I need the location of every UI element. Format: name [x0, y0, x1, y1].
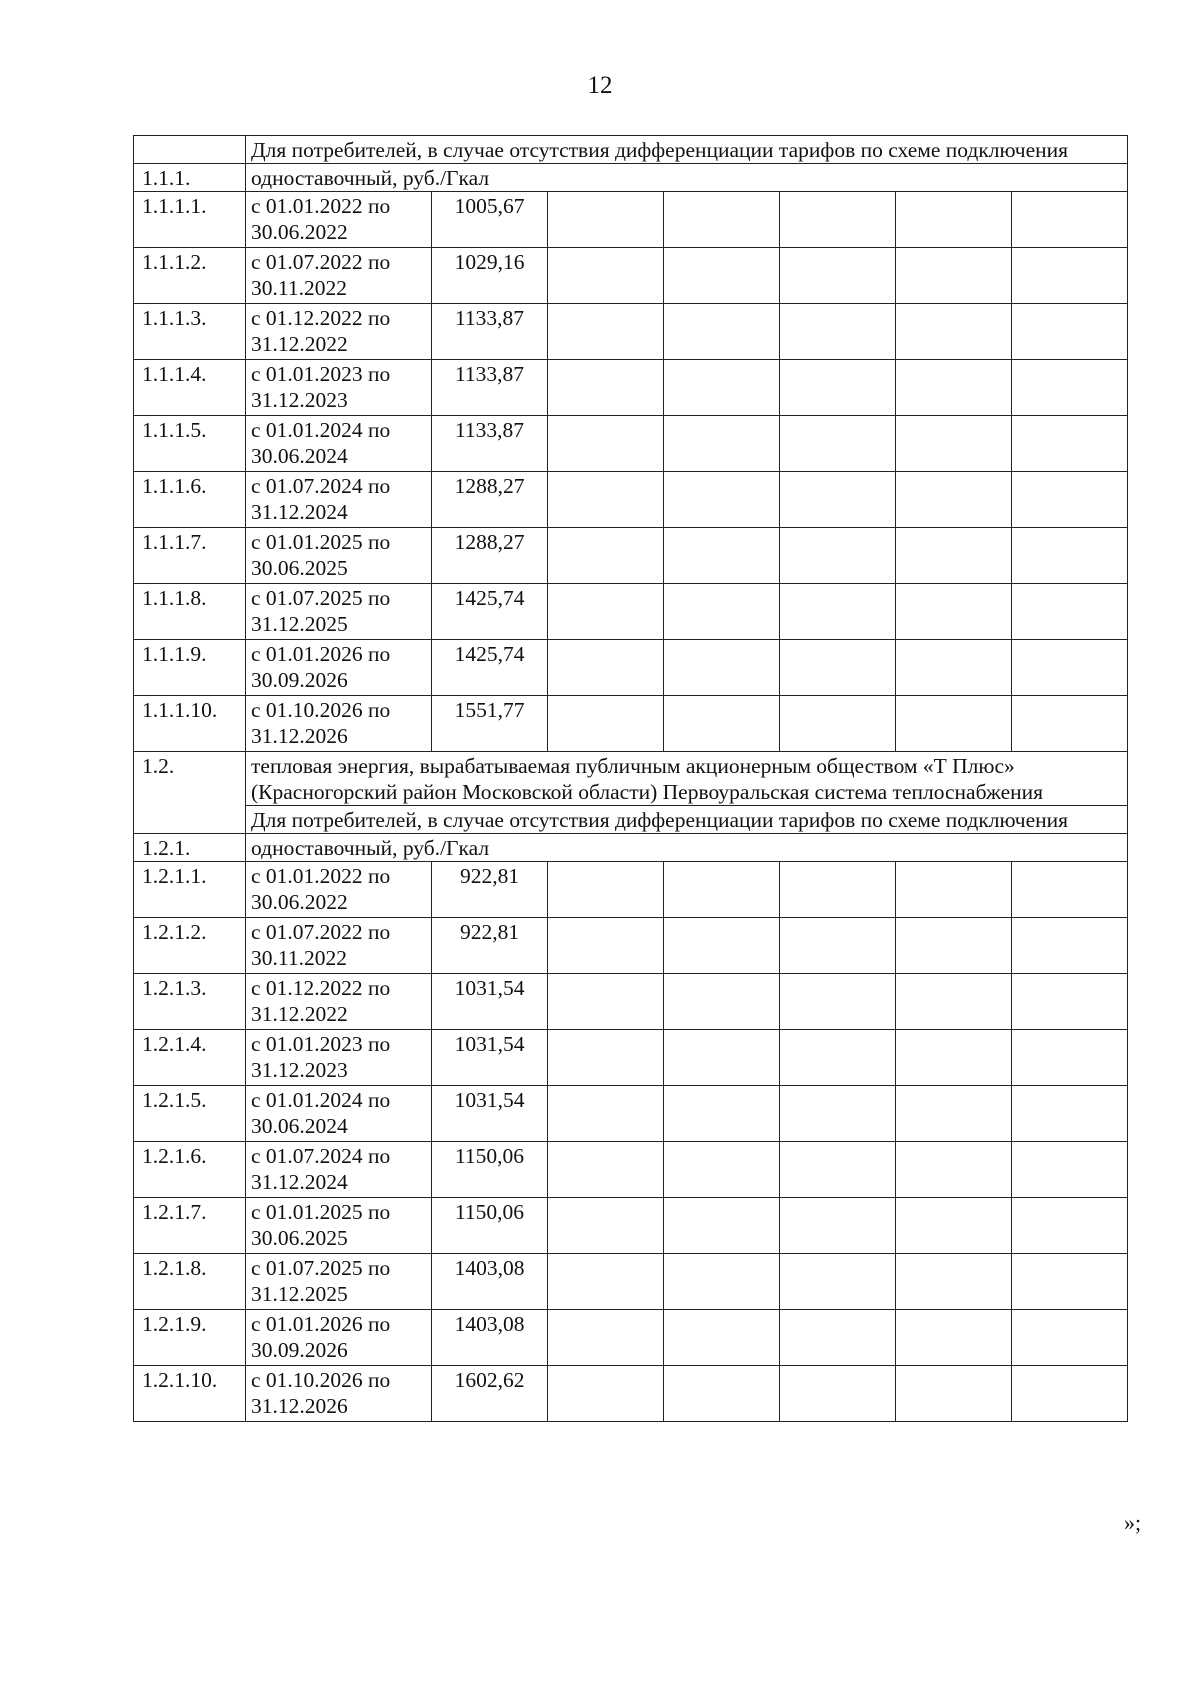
period-cell: с 01.01.2025 по 30.06.2025 — [246, 528, 432, 584]
empty-cell — [664, 1142, 780, 1198]
section-number-cell: 1.2. — [134, 752, 246, 834]
table-row — [134, 1198, 1128, 1254]
tariff-value-cell: 1425,74 — [432, 584, 548, 640]
row-number-cell: 1.2.1.4. — [134, 1030, 246, 1086]
empty-cell — [896, 1366, 1012, 1422]
empty-cell — [664, 416, 780, 472]
empty-cell — [548, 528, 664, 584]
empty-cell — [664, 862, 780, 918]
empty-cell — [780, 974, 896, 1030]
tariff-value-cell: 1031,54 — [432, 1030, 548, 1086]
period-cell: с 01.01.2022 по 30.06.2022 — [246, 192, 432, 248]
row-number-cell: 1.1.1.8. — [134, 584, 246, 640]
empty-cell — [896, 248, 1012, 304]
row-number-cell: 1.2.1.7. — [134, 1198, 246, 1254]
empty-cell — [1012, 696, 1128, 752]
empty-cell — [548, 1366, 664, 1422]
empty-cell — [548, 974, 664, 1030]
period-cell: с 01.01.2022 по 30.06.2022 — [246, 862, 432, 918]
empty-cell — [548, 1198, 664, 1254]
empty-cell — [1012, 584, 1128, 640]
period-cell: с 01.01.2024 по 30.06.2024 — [246, 1086, 432, 1142]
empty-cell — [780, 1366, 896, 1422]
empty-cell — [664, 1198, 780, 1254]
period-cell: с 01.12.2022 по 31.12.2022 — [246, 304, 432, 360]
subsection-number-cell: 1.2.1. — [134, 834, 246, 862]
empty-cell — [1012, 1254, 1128, 1310]
tariff-table — [133, 135, 1128, 1422]
table-row — [134, 696, 1128, 752]
tariff-value-cell: 1150,06 — [432, 1142, 548, 1198]
consumer-note-row — [134, 136, 1128, 164]
table-row — [134, 918, 1128, 974]
empty-cell — [780, 472, 896, 528]
empty-cell — [1012, 1366, 1128, 1422]
empty-cell — [896, 1030, 1012, 1086]
period-cell: с 01.10.2026 по 31.12.2026 — [246, 1366, 432, 1422]
empty-cell — [780, 416, 896, 472]
empty-cell — [664, 472, 780, 528]
empty-cell — [1012, 248, 1128, 304]
row-number-cell: 1.1.1.7. — [134, 528, 246, 584]
empty-cell — [1012, 918, 1128, 974]
tariff-value-cell: 1551,77 — [432, 696, 548, 752]
table-row — [134, 1310, 1128, 1366]
subsection-number-cell: 1.1.1. — [134, 164, 246, 192]
row-number-cell: 1.2.1.3. — [134, 974, 246, 1030]
subsection-title-cell: одноставочный, руб./Гкал — [246, 834, 1128, 862]
subsection-title-cell: одноставочный, руб./Гкал — [246, 164, 1128, 192]
period-cell: с 01.01.2025 по 30.06.2025 — [246, 1198, 432, 1254]
empty-cell — [1012, 1030, 1128, 1086]
empty-cell — [548, 1086, 664, 1142]
empty-cell — [1012, 1086, 1128, 1142]
tariff-value-cell: 1150,06 — [432, 1198, 548, 1254]
period-cell: с 01.07.2022 по 30.11.2022 — [246, 248, 432, 304]
period-cell: с 01.01.2023 по 31.12.2023 — [246, 360, 432, 416]
tariff-value-cell: 1031,54 — [432, 974, 548, 1030]
table-row — [134, 1142, 1128, 1198]
empty-cell — [896, 1142, 1012, 1198]
consumer-note-cell: Для потребителей, в случае отсутствия дифференциации тарифов по схеме подключения — [246, 136, 1128, 164]
empty-cell — [664, 974, 780, 1030]
row-number-cell: 1.1.1.10. — [134, 696, 246, 752]
empty-cell — [896, 1254, 1012, 1310]
empty-cell — [780, 862, 896, 918]
row-number-cell: 1.2.1.2. — [134, 918, 246, 974]
tariff-value-cell: 1288,27 — [432, 528, 548, 584]
empty-number-cell — [134, 136, 246, 164]
empty-cell — [664, 248, 780, 304]
empty-cell — [896, 192, 1012, 248]
empty-cell — [548, 696, 664, 752]
empty-cell — [896, 918, 1012, 974]
table-row — [134, 1030, 1128, 1086]
period-cell: с 01.01.2026 по 30.09.2026 — [246, 640, 432, 696]
period-cell: с 01.01.2023 по 31.12.2023 — [246, 1030, 432, 1086]
period-cell: с 01.01.2024 по 30.06.2024 — [246, 416, 432, 472]
tariff-value-cell: 1288,27 — [432, 472, 548, 528]
tariff-value-cell: 1029,16 — [432, 248, 548, 304]
empty-cell — [780, 696, 896, 752]
empty-cell — [780, 1254, 896, 1310]
empty-cell — [896, 416, 1012, 472]
tariff-value-cell: 1133,87 — [432, 304, 548, 360]
empty-cell — [896, 974, 1012, 1030]
row-number-cell: 1.2.1.6. — [134, 1142, 246, 1198]
table-row — [134, 528, 1128, 584]
empty-cell — [548, 360, 664, 416]
empty-cell — [780, 1030, 896, 1086]
page-number: 12 — [587, 72, 613, 99]
empty-cell — [548, 248, 664, 304]
row-number-cell: 1.1.1.5. — [134, 416, 246, 472]
empty-cell — [1012, 974, 1128, 1030]
empty-cell — [896, 528, 1012, 584]
period-cell: с 01.01.2026 по 30.09.2026 — [246, 1310, 432, 1366]
empty-cell — [1012, 862, 1128, 918]
empty-cell — [1012, 472, 1128, 528]
table-row — [134, 862, 1128, 918]
subsection-row — [134, 164, 1128, 192]
empty-cell — [780, 304, 896, 360]
empty-cell — [896, 360, 1012, 416]
empty-cell — [664, 640, 780, 696]
period-cell: с 01.10.2026 по 31.12.2026 — [246, 696, 432, 752]
empty-cell — [664, 1310, 780, 1366]
period-cell: с 01.07.2024 по 31.12.2024 — [246, 472, 432, 528]
empty-cell — [664, 360, 780, 416]
empty-cell — [896, 862, 1012, 918]
period-cell: с 01.07.2025 по 31.12.2025 — [246, 1254, 432, 1310]
empty-cell — [896, 584, 1012, 640]
row-number-cell: 1.2.1.1. — [134, 862, 246, 918]
table-row — [134, 974, 1128, 1030]
empty-cell — [548, 918, 664, 974]
tariff-value-cell: 1005,67 — [432, 192, 548, 248]
tariff-value-cell: 1403,08 — [432, 1254, 548, 1310]
empty-cell — [664, 696, 780, 752]
tariff-value-cell: 922,81 — [432, 862, 548, 918]
empty-cell — [780, 1310, 896, 1366]
closing-quote-mark: »; — [1124, 1510, 1142, 1535]
empty-cell — [780, 192, 896, 248]
empty-cell — [780, 918, 896, 974]
empty-cell — [780, 1198, 896, 1254]
empty-cell — [664, 918, 780, 974]
consumer-note-cell: Для потребителей, в случае отсутствия дифференциации тарифов по схеме подключения — [246, 806, 1128, 834]
empty-cell — [780, 248, 896, 304]
empty-cell — [548, 416, 664, 472]
empty-cell — [780, 584, 896, 640]
row-number-cell: 1.1.1.3. — [134, 304, 246, 360]
table-row — [134, 584, 1128, 640]
empty-cell — [548, 192, 664, 248]
row-number-cell: 1.2.1.10. — [134, 1366, 246, 1422]
empty-cell — [896, 1198, 1012, 1254]
tariff-value-cell: 1403,08 — [432, 1310, 548, 1366]
empty-cell — [548, 1254, 664, 1310]
empty-cell — [664, 528, 780, 584]
empty-cell — [1012, 1310, 1128, 1366]
tariff-table-body — [134, 136, 1128, 1422]
tariff-value-cell: 1133,87 — [432, 360, 548, 416]
empty-cell — [664, 1254, 780, 1310]
empty-cell — [1012, 640, 1128, 696]
table-row — [134, 472, 1128, 528]
row-number-cell: 1.1.1.6. — [134, 472, 246, 528]
period-cell: с 01.12.2022 по 31.12.2022 — [246, 974, 432, 1030]
period-cell: с 01.07.2022 по 30.11.2022 — [246, 918, 432, 974]
empty-cell — [664, 192, 780, 248]
empty-cell — [664, 1366, 780, 1422]
consumer-note-row — [134, 806, 1128, 834]
empty-cell — [664, 584, 780, 640]
empty-cell — [548, 584, 664, 640]
tariff-value-cell: 1425,74 — [432, 640, 548, 696]
row-number-cell: 1.1.1.9. — [134, 640, 246, 696]
empty-cell — [664, 304, 780, 360]
empty-cell — [1012, 528, 1128, 584]
row-number-cell: 1.1.1.2. — [134, 248, 246, 304]
empty-cell — [896, 696, 1012, 752]
empty-cell — [548, 472, 664, 528]
table-row — [134, 304, 1128, 360]
section-title-row — [134, 752, 1128, 806]
empty-cell — [548, 1030, 664, 1086]
row-number-cell: 1.1.1.1. — [134, 192, 246, 248]
empty-cell — [896, 1310, 1012, 1366]
empty-cell — [664, 1086, 780, 1142]
table-row — [134, 1254, 1128, 1310]
table-row — [134, 248, 1128, 304]
tariff-value-cell: 922,81 — [432, 918, 548, 974]
table-row — [134, 1086, 1128, 1142]
table-row — [134, 1366, 1128, 1422]
empty-cell — [664, 1030, 780, 1086]
subsection-row — [134, 834, 1128, 862]
empty-cell — [548, 1310, 664, 1366]
empty-cell — [548, 640, 664, 696]
table-row — [134, 640, 1128, 696]
empty-cell — [896, 640, 1012, 696]
tariff-value-cell: 1602,62 — [432, 1366, 548, 1422]
empty-cell — [548, 1142, 664, 1198]
tariff-value-cell: 1031,54 — [432, 1086, 548, 1142]
row-number-cell: 1.2.1.9. — [134, 1310, 246, 1366]
row-number-cell: 1.2.1.5. — [134, 1086, 246, 1142]
period-cell: с 01.07.2025 по 31.12.2025 — [246, 584, 432, 640]
table-row — [134, 360, 1128, 416]
empty-cell — [780, 1086, 896, 1142]
empty-cell — [548, 304, 664, 360]
empty-cell — [1012, 304, 1128, 360]
empty-cell — [896, 1086, 1012, 1142]
empty-cell — [780, 1142, 896, 1198]
period-cell: с 01.07.2024 по 31.12.2024 — [246, 1142, 432, 1198]
empty-cell — [896, 304, 1012, 360]
empty-cell — [780, 528, 896, 584]
empty-cell — [1012, 360, 1128, 416]
section-title-cell: тепловая энергия, вырабатываемая публичным акционерным обществом «Т Плюс» (Красногорский район Московской области) Первоуральская система теплоснабжения — [246, 752, 1128, 806]
table-row — [134, 416, 1128, 472]
empty-cell — [548, 862, 664, 918]
empty-cell — [780, 640, 896, 696]
empty-cell — [1012, 1198, 1128, 1254]
empty-cell — [1012, 416, 1128, 472]
tariff-value-cell: 1133,87 — [432, 416, 548, 472]
table-row — [134, 192, 1128, 248]
empty-cell — [896, 472, 1012, 528]
row-number-cell: 1.1.1.4. — [134, 360, 246, 416]
empty-cell — [1012, 1142, 1128, 1198]
empty-cell — [780, 360, 896, 416]
row-number-cell: 1.2.1.8. — [134, 1254, 246, 1310]
empty-cell — [1012, 192, 1128, 248]
